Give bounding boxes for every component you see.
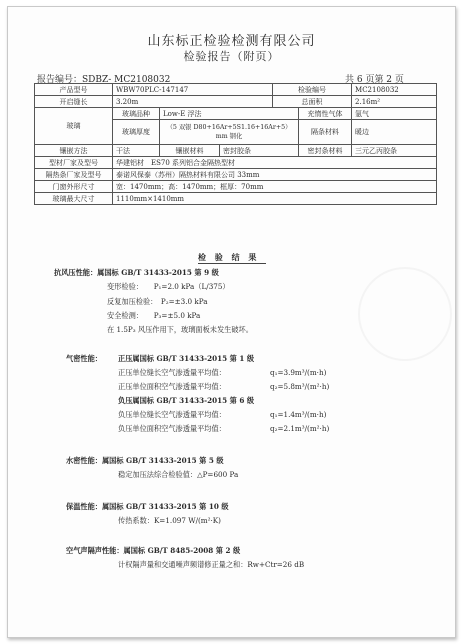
cell-value: 宽：1470mm；高：1470mm；框厚：70mm — [113, 181, 437, 193]
table-row — [35, 96, 437, 108]
cell-label: 玻璃 — [35, 108, 113, 145]
wind-pressure-line: 在 1.5P₃ 风压作用下，玻璃面板未发生破坏。 — [107, 325, 253, 334]
glass-thickness-line2: mm 钢化 — [215, 133, 243, 140]
cell-value: 2.16m² — [352, 96, 437, 108]
air-line-value: q₁=1.4m³/(m·h) — [270, 410, 327, 419]
cell-value: 密封胶条 — [220, 145, 299, 157]
cell-label: 密封条材料 — [299, 145, 352, 157]
water-tightness-line: 稳定加压法综合检验值：△P=600 Pa — [118, 470, 239, 479]
cell-label: 玻璃最大尺寸 — [35, 193, 113, 205]
wind-pressure-line: 反复加压检验： P₂=±3.0 kPa — [107, 297, 208, 306]
page-info: 共 6 页第 2 页 — [345, 75, 404, 85]
cell-label: 开启缝长 — [35, 96, 113, 108]
air-line-label: 正压单位缝长空气渗透量平均值： — [118, 368, 226, 377]
cell-label: 隔条材料 — [299, 120, 352, 145]
cell-label: 镶嵌方法 — [35, 145, 113, 157]
cell-value: 暖边 — [352, 120, 437, 145]
thermal-insulation-line: 传热系数：K=1.097 W/(m²·K) — [118, 516, 221, 525]
cell-label: 检验编号 — [273, 84, 352, 96]
results-heading: 检 验 结 果 — [198, 252, 260, 262]
cell-value: MC2108032 — [352, 84, 437, 96]
cell-value: 泰诺风保泰（苏州）隔热材料有限公司 33mm — [113, 169, 437, 181]
wind-pressure-line: 变形检验： P₁=2.0 kPa（L/375） — [107, 282, 230, 291]
seal-watermark — [358, 267, 452, 361]
cell-value: 3.20m — [113, 96, 273, 108]
table-row — [35, 84, 437, 96]
air-line-value: q₂=2.1m³/(m²·h) — [270, 424, 330, 433]
cell-value: 1110mm×1410mm — [113, 193, 437, 205]
cell-value: WBW70PLC-147147 — [113, 84, 273, 96]
cell-label: 镶嵌材料 — [160, 145, 220, 157]
sound-insulation-title: 空气声隔声性能：属国标 GB/T 8485-2008 第 2 级 — [66, 546, 241, 555]
cell-label: 玻璃厚度 — [113, 120, 160, 145]
cell-label: 充惰性气体 — [299, 108, 352, 120]
table-row — [35, 145, 437, 157]
cell-value — [160, 120, 299, 145]
wind-pressure-title: 抗风压性能：属国标 GB/T 31433-2015 第 9 级 — [54, 268, 219, 277]
report-subtitle: 检验报告（附页） — [183, 50, 280, 63]
air-line-label: 正压单位面积空气渗透量平均值： — [118, 382, 226, 391]
company-name: 山东标正检验检测有限公司 — [147, 34, 316, 49]
table-row — [35, 108, 437, 120]
cell-value: 干法 — [113, 145, 160, 157]
report-number: 报告编号：SDBZ- MC2108032 — [37, 75, 171, 85]
cell-value: 三元乙丙胶条 — [352, 145, 437, 157]
cell-label: 产品型号 — [35, 84, 113, 96]
cell-label: 玻璃品种 — [113, 108, 160, 120]
air-line-value: q₂=5.8m³/(m²·h) — [270, 382, 330, 391]
air-line-label: 负压单位面积空气渗透量平均值： — [118, 424, 226, 433]
wind-pressure-line: 安全检测： P₃=±5.0 kPa — [107, 311, 201, 320]
air-line-label: 负压单位缝长空气渗透量平均值： — [118, 410, 226, 419]
water-tightness-title: 水密性能：属国标 GB/T 31433-2015 第 5 级 — [66, 456, 224, 465]
results-heading-underline — [198, 263, 266, 264]
air-negative-title: 负压属国标 GB/T 31433-2015 第 6 级 — [118, 396, 255, 405]
cell-value: 氩气 — [352, 108, 437, 120]
cell-value: Low-E 浮法 — [160, 108, 299, 120]
table-row — [35, 181, 437, 193]
thermal-insulation-title: 保温性能：属国标 GB/T 31433-2015 第 10 级 — [66, 502, 229, 511]
air-line-value: q₁=3.9m³/(m·h) — [270, 368, 327, 377]
glass-thickness-line1: （5 双银 D80+16Ar+5S1.16+16Ar+5） — [166, 124, 292, 131]
cell-value: 华建铝材 ES70 系列铝合金隔热型材 — [113, 157, 437, 169]
table-row — [35, 157, 437, 169]
cell-label: 门窗外形尺寸 — [35, 181, 113, 193]
air-tightness-label: 气密性能： — [66, 354, 102, 363]
table-row — [35, 169, 437, 181]
air-positive-title: 正压属国标 GB/T 31433-2015 第 1 级 — [118, 354, 255, 363]
cell-label: 型材厂家及型号 — [35, 157, 113, 169]
sound-insulation-line: 计权隔声量和交通噪声频谱修正量之和：Rw+Ctr=26 dB — [118, 560, 305, 569]
product-info-table — [34, 83, 437, 205]
cell-label: 总面积 — [273, 96, 352, 108]
cell-label: 隔热条厂家及型号 — [35, 169, 113, 181]
table-row — [35, 193, 437, 205]
